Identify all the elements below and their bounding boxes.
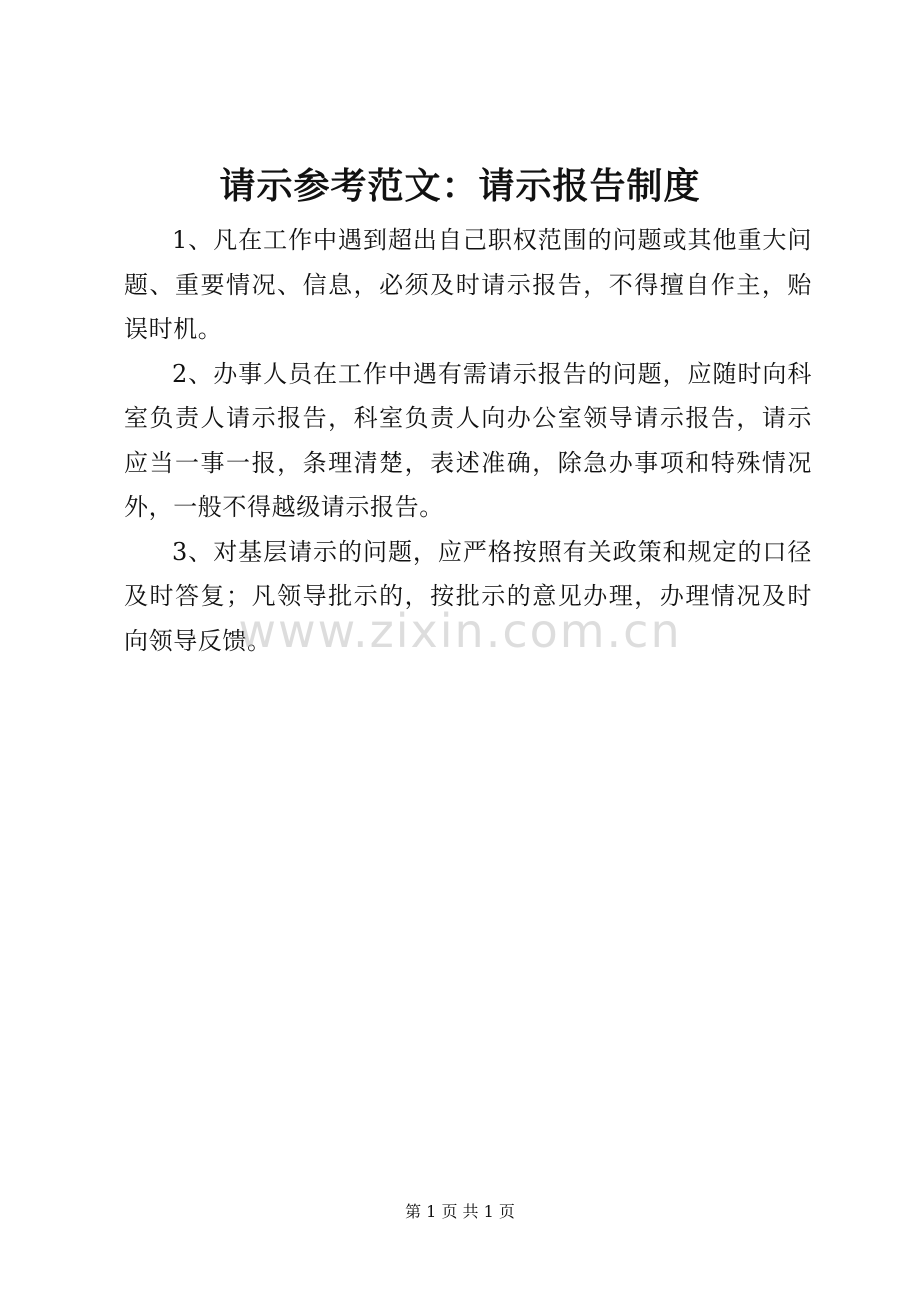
page-footer: 第 1 页 共 1 页 [405, 1202, 515, 1221]
watermark: www.zixin.com.cn [238, 604, 682, 658]
paragraph-3: 3、对基层请示的问题，应严格按照有关政策和规定的口径及时答复；凡领导批示的，按批示的意见办理，办理情况及时向领导反馈。 [124, 537, 812, 655]
document-title: 请示参考范文：请示报告制度 [219, 165, 701, 207]
paragraph-2: 2、办事人员在工作中遇有需请示报告的问题，应随时向科室负责人请示报告，科室负责人向办公室领导请示报告，请示应当一事一报，条理清楚，表述准确，除急办事项和特殊情况外，一般不得越级请示报告。 [124, 359, 812, 521]
document-body [124, 218, 812, 663]
paragraph-1: 1、凡在工作中遇到超出自己职权范围的问题或其他重大问题、重要情况、信息，必须及时请示报告，不得擅自作主，贻误时机。 [124, 226, 812, 343]
